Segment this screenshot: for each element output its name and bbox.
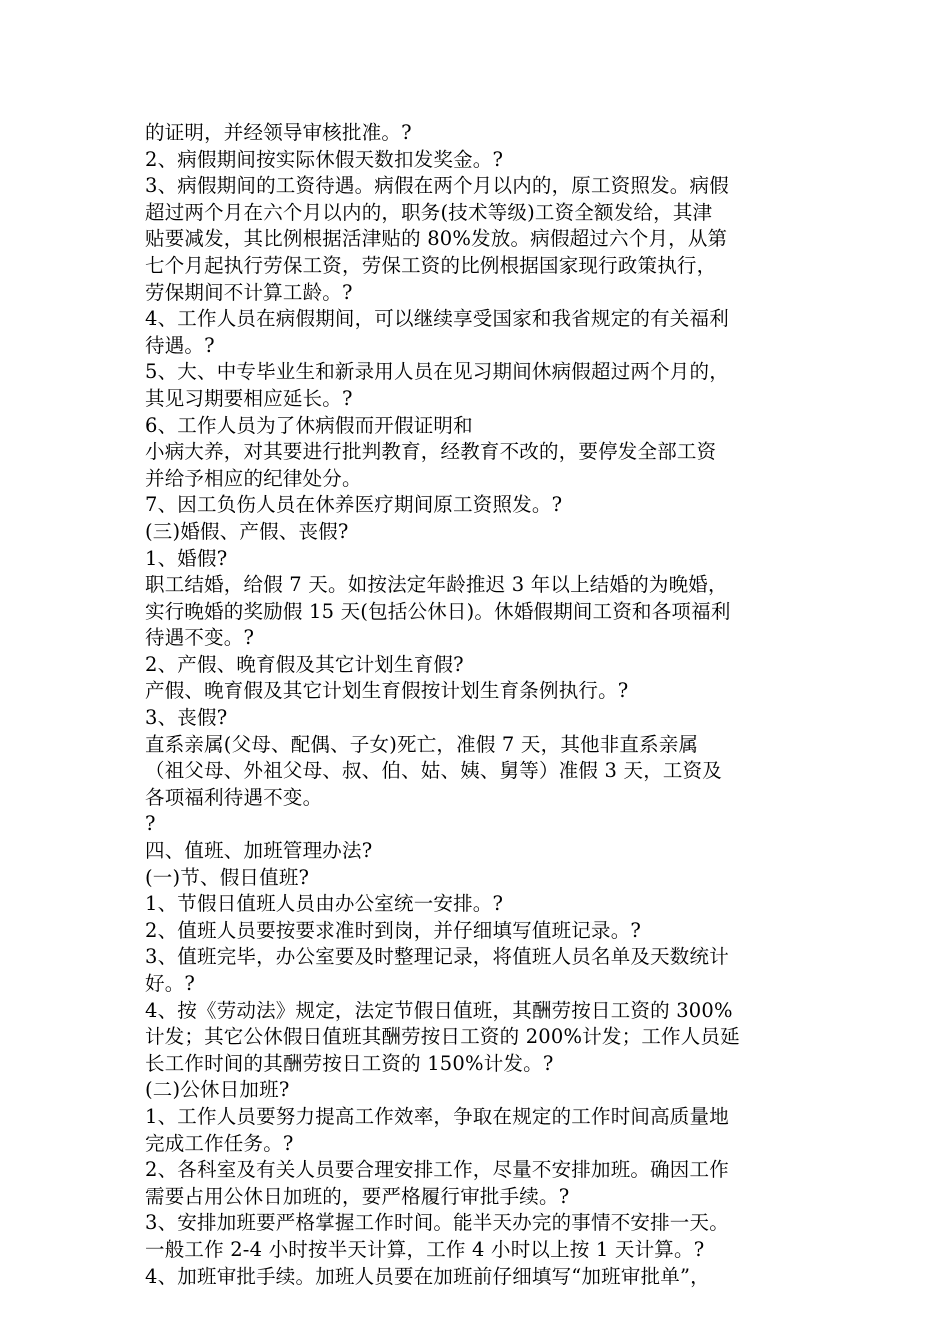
text-line: 实行晚婚的奖励假 15 天(包括公休日)。休婚假期间工资和各项福利 [145, 599, 731, 623]
text-line: 2、各科室及有关人员要合理安排工作，尽量不安排加班。确因工作 [145, 1158, 729, 1182]
text-line: 1、婚假? [145, 546, 228, 570]
text-line: 1、工作人员要努力提高工作效率，争取在规定的工作时间高质量地 [145, 1104, 729, 1128]
text-line: 其见习期要相应延长。? [145, 386, 353, 410]
text-line: 小病大养，对其要进行批判教育，经教育不改的，要停发全部工资 [145, 440, 717, 464]
text-line: 3、丧假? [145, 706, 228, 730]
text-line: 的证明，并经领导审核批准。? [145, 121, 412, 144]
text-line: 4、工作人员在病假期间，可以继续享受国家和我省规定的有关福利 [145, 307, 729, 331]
text-line: 完成工作任务。? [145, 1131, 294, 1155]
text-line: 3、值班完毕，办公室要及时整理记录，将值班人员名单及天数统计 [145, 945, 729, 969]
text-line: 待遇不变。? [145, 626, 255, 650]
text-line: 超过两个月在六个月以内的，职务(技术等级)工资全额发给，其津 [145, 200, 713, 224]
text-line: 直系亲属(父母、配偶、子女)死亡，准假 7 天，其他非直系亲属 [145, 732, 699, 756]
text-line: 需要占用公休日加班的，要严格履行审批手续。? [145, 1184, 570, 1208]
text-line: ? [145, 812, 156, 836]
text-line: (三)婚假、产假、丧假? [145, 519, 349, 543]
text-line: 2、病假期间按实际休假天数扣发奖金。? [145, 147, 504, 171]
text-line: 6、工作人员为了休病假而开假证明和 [145, 413, 473, 437]
text-line: (一)节、假日值班? [145, 865, 310, 889]
text-line: 七个月起执行劳保工资，劳保工资的比例根据国家现行政策执行， [145, 253, 717, 277]
text-line: 3、安排加班要严格掌握工作时间。能半天办完的事情不安排一天。 [145, 1211, 729, 1235]
text-line: 长工作时间的其酬劳按日工资的 150%计发。? [145, 1051, 554, 1075]
text-line: 2、产假、晚育假及其它计划生育假? [145, 652, 464, 676]
text-line: 并给予相应的纪律处分。 [145, 466, 362, 490]
text-line: 计发；其它公休假日值班其酬劳按日工资的 200%计发；工作人员延 [145, 1025, 740, 1049]
text-line: 待遇。? [145, 333, 215, 357]
text-line: 5、大、中专毕业生和新录用人员在见习期间休病假超过两个月的， [145, 360, 729, 384]
text-line: 3、病假期间的工资待遇。病假在两个月以内的，原工资照发。病假 [145, 174, 729, 198]
text-line: 一般工作 2-4 小时按半天计算，工作 4 小时以上按 1 天计算。? [145, 1237, 705, 1261]
text-line: 职工结婚，给假 7 天。如按法定年龄推迟 3 年以上结婚的为晚婚， [145, 573, 728, 597]
text-line: 2、值班人员要按要求准时到岗，并仔细填写值班记录。? [145, 918, 642, 942]
text-line: 各项福利待遇不变。 [145, 785, 323, 809]
text-line: 好。? [145, 972, 196, 995]
text-line: 4、加班审批手续。加班人员要在加班前仔细填写“加班审批单”， [145, 1264, 710, 1288]
text-line: 四、值班、加班管理办法? [145, 839, 373, 863]
text-line: （祖父母、外祖父母、叔、伯、姑、姨、舅等）准假 3 天，工资及 [145, 759, 723, 783]
text-line: 7、因工负伤人员在休养医疗期间原工资照发。? [145, 493, 563, 517]
text-line: 4、按《劳动法》规定，法定节假日值班，其酬劳按日工资的 300% [145, 998, 733, 1022]
document-body [145, 120, 825, 1290]
text-line: 1、节假日值班人员由办公室统一安排。? [145, 892, 504, 916]
text-line: 产假、晚育假及其它计划生育假按计划生育条例执行。? [145, 679, 629, 703]
text-line: (二)公休日加班? [145, 1078, 290, 1102]
text-line: 劳保期间不计算工龄。? [145, 280, 353, 304]
text-line: 贴要减发，其比例根据活津贴的 80%发放。病假超过六个月，从第 [145, 227, 728, 251]
